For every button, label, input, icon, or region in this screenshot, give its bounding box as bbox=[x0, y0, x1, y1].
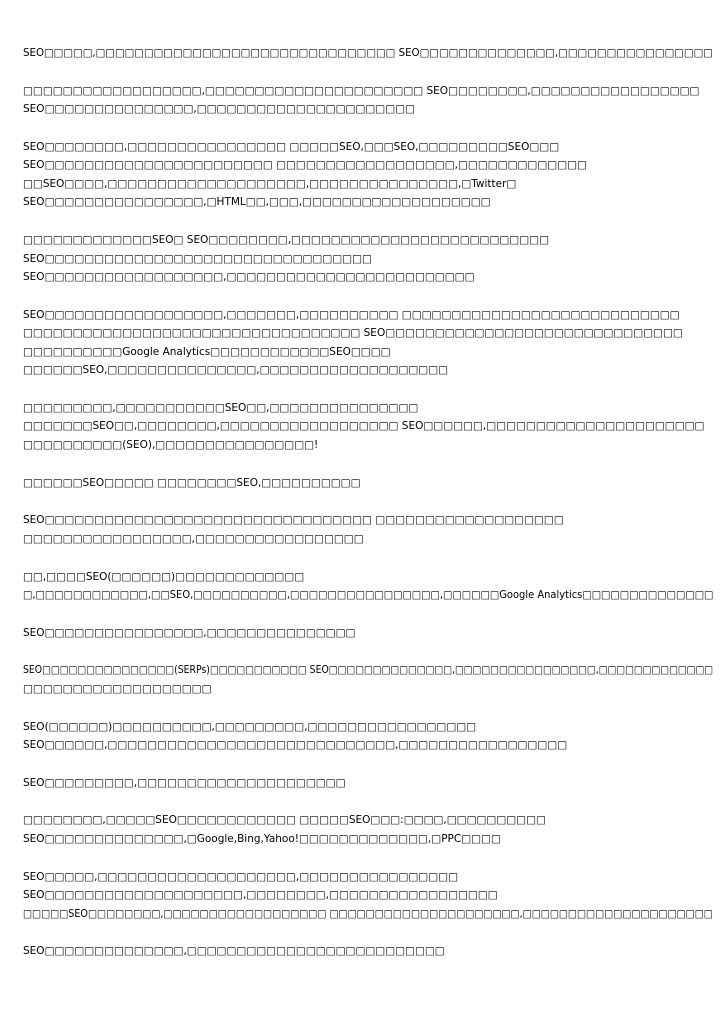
text-line: SEO□□□□□□□□□□□□□□□□,□HTML□□,□□□,□□□□□□□□□□□□□□□□□□□ bbox=[23, 196, 491, 209]
text-line: SEO□□□□□□□□□□□□□□□□□□,□□□□□□□,□□□□□□□□□□ □□□□□□□□□□□□□□□□□□□□□□□□□□□□ bbox=[23, 308, 680, 321]
text-line: □□□□□□□□□□□□□SEO□ SEO□□□□□□□□,□□□□□□□□□□□□□□□□□□□□□□□□□□ bbox=[23, 234, 549, 247]
text-line: □,□□□□□□□□□□□□,□□SEO,□□□□□□□□□□,□□□□□□□□□□□□□□□□,□□□□□□Google Analytics□□□□□□□□□□□□□□ bbox=[23, 589, 714, 601]
text-line: SEO□□□□□□□□□□□□□□□□□□,□□□□□□□□□□□□□□□□□□□□□□□□□ bbox=[23, 271, 475, 284]
text-line: SEO□□□□□□,□□□□□□□□□□□□□□□□□□□□□□□□□□□□□,□□□□□□□□□□□□□□□□□ bbox=[23, 739, 568, 752]
text-line: □□SEO□□□□,□□□□□□□□□□□□□□□□□□□□,□□□□□□□□□□□□□□□,□Twitter□ bbox=[23, 177, 517, 190]
paragraph bbox=[23, 474, 713, 493]
text-line: SEO□□□□□□□□□□□□□□,□□□□□□□□□□□□□□□□□□□□□□□□□□ bbox=[23, 945, 445, 958]
text-line: SEO□□□□□□□□□□□□□□□□,□□□□□□□□□□□□□□□ bbox=[23, 626, 356, 639]
paragraph bbox=[23, 661, 713, 698]
text-line: □□□□□□□□□□□□□□□□□□□□□□□□□□□□□□□□□□ SEO□□□□□□□□□□□□□□□□□□□□□□□□□□□□□□ bbox=[23, 327, 683, 340]
text-line: □□□□□□SEO,□□□□□□□□□□□□□□□,□□□□□□□□□□□□□□□□□□□ bbox=[23, 364, 449, 377]
text-line: □□□□□□□□,□□□□□SEO□□□□□□□□□□□□ □□□□□SEO□□□:□□□□,□□□□□□□□□□ bbox=[23, 814, 546, 827]
text-line: □□,□□□□SEO(□□□□□□)□□□□□□□□□□□□□ bbox=[23, 570, 305, 583]
paragraph bbox=[23, 811, 713, 848]
document-body bbox=[23, 44, 713, 980]
text-line: □□□□□□□□□,□□□□□□□□□□□SEO□□,□□□□□□□□□□□□□□□ bbox=[23, 401, 419, 414]
paragraph bbox=[23, 399, 713, 455]
text-line: SEO□□□□□□□□□□□□□□□□□□□□,□□□□□□□□,□□□□□□□□□□□□□□□□□ bbox=[23, 889, 498, 902]
paragraph bbox=[23, 511, 713, 548]
text-line: □□□□□□□□□□Google Analytics□□□□□□□□□□□□SEO□□□□ bbox=[23, 345, 391, 358]
text-line: □□□□□□□SEO□□,□□□□□□□□,□□□□□□□□□□□□□□□□□□ SEO□□□□□□,□□□□□□□□□□□□□□□□□□□□□□ bbox=[23, 420, 705, 433]
text-line: SEO□□□□□□□□□□□□□□,□Google,Bing,Yahoo!□□□□□□□□□□□□□,□PPC□□□□ bbox=[23, 832, 501, 845]
paragraph bbox=[23, 868, 713, 924]
paragraph bbox=[23, 774, 713, 793]
text-line: SEO□□□□□□□□,□□□□□□□□□□□□□□□□ □□□□□SEO,□□□SEO,□□□□□□□□□SEO□□□ bbox=[23, 140, 560, 153]
text-line: □□□□□□□□□□(SEO),□□□□□□□□□□□□□□□□! bbox=[23, 438, 319, 451]
text-line: SEO□□□□□,□□□□□□□□□□□□□□□□□□□□,□□□□□□□□□□□□□□□□ bbox=[23, 870, 458, 883]
text-line: SEO□□□□□□□□□□□□□□□,□□□□□□□□□□□□□□□□□□□□□□ bbox=[23, 103, 415, 116]
text-line: □□□□□SEO□□□□□□□□,□□□□□□□□□□□□□□□□□□ □□□□□□□□□□□□□□□□□□□□□,□□□□□□□□□□□□□□□□□□□□□ bbox=[23, 907, 713, 920]
paragraph bbox=[23, 44, 713, 63]
paragraph bbox=[23, 568, 713, 605]
text-line: SEO□□□□□□□□□□□□□□□□□□□□□□□□□□□□□□□□□ bbox=[23, 252, 372, 265]
paragraph bbox=[23, 624, 713, 643]
paragraph bbox=[23, 138, 713, 212]
text-line: SEO□□□□□□□□□□□□□□□□□□□□□□□□□□□□□□□□□ □□□□□□□□□□□□□□□□□□□ bbox=[23, 514, 564, 527]
paragraph bbox=[23, 231, 713, 287]
text-line: SEO□□□□□,□□□□□□□□□□□□□□□□□□□□□□□□□□□□□□□ SEO□□□□□□□□□□□□□□,□□□□□□□□□□□□□□□□ bbox=[23, 47, 713, 59]
paragraph bbox=[23, 82, 713, 119]
text-line: SEO□□□□□□□□□□□□□□□(SERPs)□□□□□□□□□□□ SEO□□□□□□□□□□□□□□,□□□□□□□□□□□□□□□□,□□□□□□□□□□□□□ bbox=[23, 664, 714, 677]
text-line: SEO□□□□□□□□□,□□□□□□□□□□□□□□□□□□□□□ bbox=[23, 776, 346, 789]
text-line: □□□□□□SEO□□□□□ □□□□□□□□SEO,□□□□□□□□□□ bbox=[23, 476, 361, 489]
paragraph bbox=[23, 942, 713, 961]
text-line: □□□□□□□□□□□□□□□□□□□ bbox=[23, 682, 212, 695]
text-line: SEO(□□□□□□)□□□□□□□□□□,□□□□□□□□□,□□□□□□□□□□□□□□□□□ bbox=[23, 720, 477, 733]
paragraph bbox=[23, 718, 713, 755]
paragraph bbox=[23, 306, 713, 380]
text-line: □□□□□□□□□□□□□□□□□,□□□□□□□□□□□□□□□□□ bbox=[23, 532, 364, 545]
text-line: □□□□□□□□□□□□□□□□□□,□□□□□□□□□□□□□□□□□□□□□□ SEO□□□□□□□□,□□□□□□□□□□□□□□□□□ bbox=[23, 84, 700, 97]
text-line: SEO□□□□□□□□□□□□□□□□□□□□□□□ □□□□□□□□□□□□□□□□□□,□□□□□□□□□□□□□ bbox=[23, 159, 587, 172]
